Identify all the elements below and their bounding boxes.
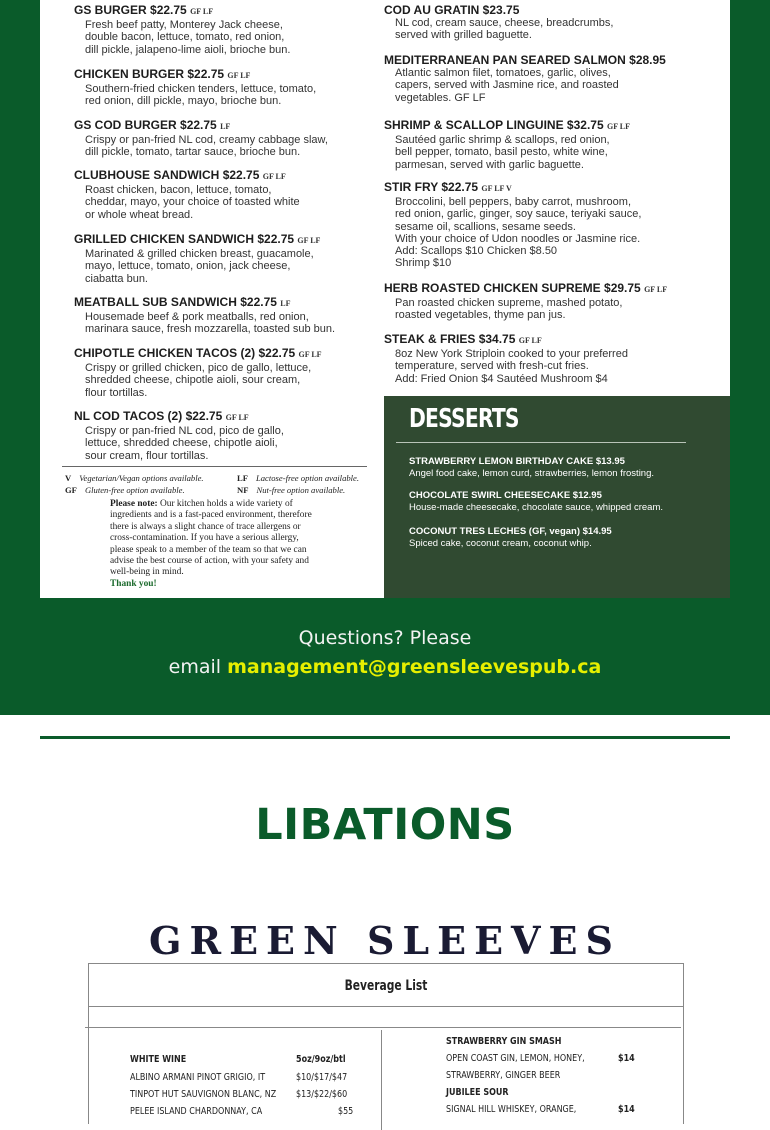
menu-item-price: $28.95 <box>629 53 666 67</box>
menu-item-description-line: bell pepper, tomato, basil pesto, white wine, <box>395 146 608 159</box>
menu-item <box>74 118 328 159</box>
menu-item-description-line: red onion, dill pickle, mayo, brioche bun. <box>85 95 282 108</box>
menu-item-title <box>384 332 628 348</box>
menu-item-description-line: dill pickle, jalapeno-lime aioli, brioche bun. <box>85 43 291 56</box>
dessert-description: Angel food cake, lemon curd, strawberries, lemon frosting. <box>409 468 655 479</box>
menu-item-name: GRILLED CHICKEN SANDWICH <box>74 232 254 246</box>
menu-item-description <box>395 348 628 385</box>
menu-item-description <box>395 134 630 171</box>
legend-code: LF <box>237 473 248 483</box>
notes-divider <box>62 466 367 467</box>
menu-item-title <box>74 118 328 134</box>
menu-item-title <box>384 281 667 297</box>
menu-item-description-line: Fresh beef patty, Monterey Jack cheese, <box>85 19 283 31</box>
menu-item-description-line: mayo, lettuce, tomato, onion, jack cheese, <box>85 260 291 273</box>
legend-entry <box>65 484 237 496</box>
cocktail-description: OPEN COAST GIN, LEMON, HONEY, <box>446 1053 585 1064</box>
menu-item-description-line: Crispy or pan-fried NL cod, creamy cabbage slaw, <box>85 134 328 146</box>
menu-item-title <box>384 118 630 134</box>
menu-item-title <box>74 168 300 184</box>
menu-item-price: $22.75 <box>185 409 223 423</box>
menu-item <box>74 295 335 336</box>
menu-item-name: GS COD BURGER <box>74 118 177 132</box>
menu-item-tags: GF LF <box>190 7 214 16</box>
menu-item-description-line: shredded cheese, chipotle aioli, sour cream, <box>85 374 301 387</box>
menu-item-tags: GF LF <box>518 336 542 345</box>
menu-item-price: $22.75 <box>187 67 225 81</box>
menu-item-description <box>85 425 284 462</box>
beverage-rule-top <box>89 1006 683 1007</box>
white-wine-header: WHITE WINE <box>130 1054 187 1065</box>
legend-entry <box>65 472 237 484</box>
note-label: Please note: <box>110 499 158 509</box>
menu-item-title <box>74 346 322 362</box>
menu-item-description-line: or whole wheat bread. <box>85 208 194 221</box>
menu-item-description-line: Marinated & grilled chicken breast, guacamole, <box>85 248 314 260</box>
brand-wordmark: GREEN SLEEVES <box>149 918 621 963</box>
menu-item-description-line: parmesan, served with garlic baguette. <box>395 158 584 171</box>
legend-row <box>65 484 395 496</box>
legend-entry <box>237 472 387 484</box>
menu-item <box>384 53 666 104</box>
dietary-legend <box>65 472 395 496</box>
menu-item-description-line: dill pickle, tomato, tartar sauce, brioche bun. <box>85 146 301 159</box>
wine-price: $55 <box>338 1106 354 1117</box>
menu-item-description-line: Add: Scallops $10 Chicken $8.50 <box>395 245 558 258</box>
menu-item-description <box>85 362 322 399</box>
menu-item-price: $22.75 <box>441 180 479 194</box>
beverage-rule-bottom <box>85 1027 681 1028</box>
food-menu-image <box>40 0 730 598</box>
menu-item <box>384 332 628 385</box>
menu-item-price: $22.75 <box>258 346 296 360</box>
menu-item-name: MEDITERRANEAN PAN SEARED SALMON <box>384 53 626 67</box>
dessert-name: STRAWBERRY LEMON BIRTHDAY CAKE $13.95 <box>409 456 625 467</box>
menu-item-price: $22.75 <box>180 118 217 132</box>
menu-item-description-line: double bacon, lettuce, tomato, red onion, <box>85 31 285 44</box>
menu-item-description-line: Roast chicken, bacon, lettuce, tomato, <box>85 184 272 196</box>
menu-item-title <box>384 53 666 67</box>
menu-item-tags: GF LF <box>644 285 668 294</box>
menu-item-price: $22.75 <box>257 232 295 246</box>
menu-item-title <box>74 67 316 83</box>
cocktail-name: STRAWBERRY GIN SMASH <box>446 1036 562 1047</box>
menu-item-description <box>85 184 300 221</box>
dessert-description: House-made cheesecake, chocolate sauce, whipped cream. <box>409 502 664 513</box>
menu-item-title <box>74 295 335 311</box>
menu-item-name: CHIPOTLE CHICKEN TACOS (2) <box>74 346 256 360</box>
dessert-name: COCONUT TRES LECHES (GF, vegan) $14.95 <box>409 526 612 537</box>
cocktail-price: $14 <box>618 1104 635 1115</box>
menu-item-name: NL COD TACOS (2) <box>74 409 183 423</box>
menu-item-description-line: Sautéed garlic shrimp & scallops, red onion, <box>395 134 610 146</box>
note-line: please speak to a member of the team so that we can <box>110 544 307 555</box>
menu-item-description <box>85 248 320 285</box>
menu-item-price: $22.75 <box>240 295 277 309</box>
wine-price: $13/$22/$60 <box>296 1089 348 1100</box>
menu-item-tags: GF LF <box>227 71 251 80</box>
menu-item-description <box>395 67 666 104</box>
menu-item-description-line: lettuce, shredded cheese, chipotle aioli, <box>85 437 278 450</box>
contact-line-2 <box>0 653 770 682</box>
menu-item <box>74 232 320 285</box>
menu-item <box>74 346 322 399</box>
menu-item <box>74 3 290 56</box>
allergy-note <box>110 499 360 590</box>
menu-item-description-line: NL cod, cream sauce, cheese, breadcrumbs, <box>395 17 614 29</box>
menu-item-tags: LF <box>280 299 291 308</box>
menu-item <box>384 281 667 322</box>
menu-item-price: $22.75 <box>222 168 260 182</box>
menu-item-description-line: Add: Fried Onion $4 Sautéed Mushroom $4 <box>395 372 608 385</box>
menu-item-description-line: red onion, garlic, ginger, soy sauce, teriyaki sauce, <box>395 208 642 221</box>
menu-item-title <box>74 3 290 19</box>
menu-item-description-line: cheddar, mayo, your choice of toasted white <box>85 196 300 209</box>
legend-code: GF <box>65 485 77 495</box>
menu-item-description-line: sour cream, flour tortillas. <box>85 449 209 462</box>
dessert-description: Spiced cake, coconut cream, coconut whip. <box>409 538 592 549</box>
dessert-item <box>409 456 724 480</box>
wine-name: PELEE ISLAND CHARDONNAY, CA <box>130 1106 263 1117</box>
menu-item-description <box>85 19 290 56</box>
legend-code: V <box>65 473 72 483</box>
menu-item-name: HERB ROASTED CHICKEN SUPREME <box>384 281 601 295</box>
menu-item-price: $22.75 <box>150 3 187 17</box>
menu-item-name: STIR FRY <box>384 180 439 194</box>
cocktail-description: STRAWBERRY, GINGER BEER <box>446 1070 561 1081</box>
note-line: Our kitchen holds a wide variety of <box>159 499 293 509</box>
menu-item-description-line: temperature, served with fresh-cut fries. <box>395 360 589 373</box>
menu-item-tags: GF LF V <box>481 184 512 193</box>
legend-text: Gluten-free option available. <box>84 485 185 495</box>
menu-item <box>74 409 284 462</box>
section-divider <box>40 736 730 739</box>
menu-item-title <box>74 409 284 425</box>
menu-item-tags: GF LF <box>262 172 286 181</box>
menu-item-name: MEATBALL SUB SANDWICH <box>74 295 237 309</box>
menu-item <box>74 168 300 221</box>
libations-heading: LIBATIONS <box>255 800 515 850</box>
menu-item-description-line: roasted vegetables, thyme pan jus. <box>395 309 566 322</box>
legend-text: Vegetarian/Vegan options available. <box>79 473 204 483</box>
menu-item-description-line: Shrimp $10 <box>395 257 452 270</box>
wine-name: TINPOT HUT SAUVIGNON BLANC, NZ <box>130 1089 277 1100</box>
menu-item-description-line: 8oz New York Striploin cooked to your preferred <box>395 348 628 360</box>
menu-item-description-line: Crispy or grilled chicken, pico de gallo, lettuce, <box>85 362 312 374</box>
note-line: well-being in mind. <box>110 567 184 578</box>
menu-item-title <box>384 3 613 17</box>
desserts-divider <box>396 442 686 443</box>
menu-item-tags: GF LF <box>225 413 249 422</box>
note-line: there is always a slight chance of trace allergens or <box>110 521 301 532</box>
menu-item-title <box>384 180 641 196</box>
menu-item-description-line: Atlantic salmon filet, tomatoes, garlic, olives, <box>395 67 611 79</box>
menu-item-description-line: served with grilled baguette. <box>395 29 532 42</box>
beverage-list-image <box>88 963 684 1124</box>
note-line: cross-contamination. If you have a serious allergy, <box>110 533 299 544</box>
menu-item-description <box>85 83 316 108</box>
menu-item-description-line: flour tortillas. <box>85 386 148 399</box>
menu-item-description-line: marinara sauce, fresh mozzarella, toasted sub bun. <box>85 323 336 336</box>
menu-item-description <box>85 311 335 336</box>
legend-row <box>65 472 395 484</box>
menu-item-description <box>395 196 641 270</box>
cocktail-price: $14 <box>618 1053 635 1064</box>
menu-item-name: COD AU GRATIN <box>384 3 480 17</box>
legend-text: Nut-free option available. <box>256 485 346 495</box>
menu-item-price: $29.75 <box>604 281 641 295</box>
legend-code: NF <box>237 485 249 495</box>
email-link[interactable]: management@greensleevespub.ca <box>227 656 602 678</box>
beverage-list-title: Beverage List <box>344 978 428 994</box>
menu-item-name: SHRIMP & SCALLOP LINGUINE <box>384 118 564 132</box>
menu-item-tags: GF LF <box>606 122 631 131</box>
menu-item-tags: GF LF <box>298 350 322 359</box>
contact-line-1: Questions? Please <box>298 627 472 649</box>
desserts-title: DESSERTS <box>409 404 519 434</box>
note-thanks: Thank you! <box>110 578 157 589</box>
menu-item <box>384 3 613 42</box>
contact-prefix: email <box>168 656 228 678</box>
menu-item-description-line: sesame oil, scallions, sesame seeds. <box>395 220 576 233</box>
menu-item <box>384 118 630 171</box>
menu-item-description-line: capers, served with Jasmine rice, and roasted <box>395 79 619 92</box>
cocktail-name: JUBILEE SOUR <box>446 1087 509 1098</box>
menu-item <box>384 180 641 270</box>
menu-item-name: GS BURGER <box>74 3 147 17</box>
menu-item-description <box>395 297 667 322</box>
note-line: ingredients and is a fast-paced environment, therefore <box>110 510 312 521</box>
menu-item-name: CLUBHOUSE SANDWICH <box>74 168 220 182</box>
menu-item-description-line: Housemade beef & pork meatballs, red onion, <box>85 311 309 323</box>
menu-item-description-line: ciabatta bun. <box>85 272 148 285</box>
menu-item-description-line: Crispy or pan-fried NL cod, pico de gallo, <box>85 425 284 437</box>
menu-item-price: $32.75 <box>566 118 604 132</box>
note-line: advise the best course of action, with your safety and <box>110 556 309 567</box>
menu-item-price: $23.75 <box>482 3 520 17</box>
menu-item-description-line: With your choice of Udon noodles or Jasmine rice. <box>395 232 641 245</box>
menu-item <box>74 67 316 108</box>
white-wine-sizes: 5oz/9oz/btl <box>296 1054 346 1065</box>
wine-price: $10/$17/$47 <box>296 1072 348 1083</box>
dessert-item <box>409 490 724 514</box>
menu-item-description <box>85 134 328 159</box>
dessert-item <box>409 526 724 550</box>
menu-item-tags: GF LF <box>297 236 321 245</box>
menu-item-price: $34.75 <box>478 332 516 346</box>
menu-item-description-line: Southern-fried chicken tenders, lettuce, tomato, <box>85 83 317 95</box>
menu-item-name: STEAK & FRIES <box>384 332 476 346</box>
dessert-name: CHOCOLATE SWIRL CHEESECAKE $12.95 <box>409 490 602 501</box>
legend-text: Lactose-free option available. <box>255 473 360 483</box>
legend-entry <box>237 484 387 496</box>
menu-item-name: CHICKEN BURGER <box>74 67 185 81</box>
cocktail-description: SIGNAL HILL WHISKEY, ORANGE, <box>446 1104 577 1115</box>
menu-item-title <box>74 232 320 248</box>
menu-item-description-line: Broccolini, bell peppers, baby carrot, mushroom, <box>395 196 631 208</box>
menu-item-tags: LF <box>220 122 231 131</box>
note-text <box>110 499 312 577</box>
contact-prompt <box>0 624 770 682</box>
wine-name: ALBINO ARMANI PINOT GRIGIO, IT <box>130 1072 266 1083</box>
menu-item-description <box>395 17 613 42</box>
menu-item-description-line: Pan roasted chicken supreme, mashed potato, <box>395 297 623 309</box>
desserts-panel <box>384 396 730 598</box>
beverage-column-divider <box>381 1030 382 1130</box>
menu-item-description-line: vegetables. GF LF <box>395 91 486 104</box>
